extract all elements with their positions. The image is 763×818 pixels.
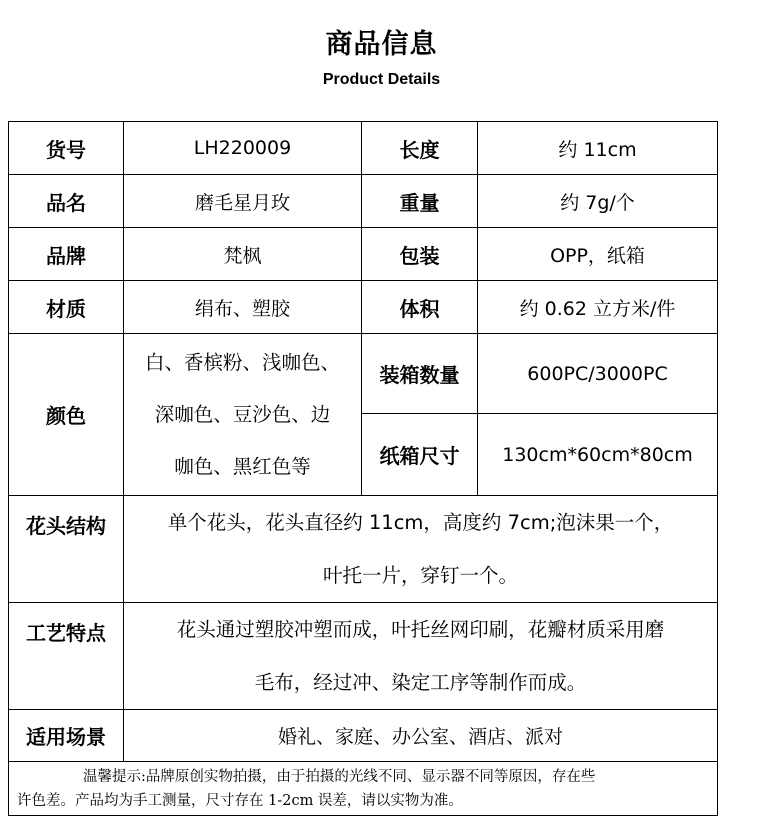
length-label: 长度 <box>362 122 478 175</box>
material-value: 绢布、塑胶 <box>124 281 362 334</box>
name-value: 磨毛星月玫 <box>124 175 362 228</box>
usage-label: 适用场景 <box>9 710 124 762</box>
brand-value: 梵枫 <box>124 228 362 281</box>
color-value <box>124 334 362 496</box>
packaging-label: 包装 <box>362 228 478 281</box>
craft-value <box>124 603 718 710</box>
disclaimer-line: 温馨提示:品牌原创实物拍摄，由于拍摄的光线不同、显示器不同等原因，存在些 <box>83 768 596 785</box>
disclaimer-note <box>9 762 718 816</box>
structure-line: 叶托一片，穿钉一个。 <box>322 564 518 587</box>
table-row <box>9 710 718 762</box>
brand-label: 品牌 <box>9 228 124 281</box>
table-row <box>9 762 718 816</box>
carton-qty-label: 装箱数量 <box>362 334 478 414</box>
volume-value: 约 0.62 立方米/件 <box>478 281 718 334</box>
color-label: 颜色 <box>9 334 124 496</box>
volume-label: 体积 <box>362 281 478 334</box>
length-value: 约 11cm <box>478 122 718 175</box>
usage-value: 婚礼、家庭、办公室、酒店、派对 <box>124 710 718 762</box>
item-no-label: 货号 <box>9 122 124 175</box>
table-row <box>9 122 718 175</box>
page-title: 商品信息 <box>325 29 438 60</box>
craft-line: 花头通过塑胶冲塑而成，叶托丝网印刷，花瓣材质采用磨 <box>176 618 665 641</box>
item-no-value: LH220009 <box>124 122 362 175</box>
structure-value <box>124 496 718 603</box>
disclaimer-line: 许色差。产品均为手工测量，尺寸存在 1-2cm 误差，请以实物为准。 <box>17 792 463 809</box>
packaging-value: OPP，纸箱 <box>478 228 718 281</box>
color-line: 深咖色、豆沙色、边 <box>154 402 331 426</box>
craft-label: 工艺特点 <box>9 603 124 710</box>
name-label: 品名 <box>9 175 124 228</box>
carton-qty-value: 600PC/3000PC <box>478 334 718 414</box>
structure-line: 单个花头，花头直径约 11cm，高度约 7cm;泡沫果一个， <box>167 511 674 534</box>
table-row <box>9 228 718 281</box>
page-subtitle: Product Details <box>322 71 441 88</box>
color-line: 咖色、黑红色等 <box>174 454 311 478</box>
table-row <box>9 175 718 228</box>
table-row <box>9 334 718 414</box>
table-row <box>9 603 718 710</box>
structure-label: 花头结构 <box>9 496 124 603</box>
carton-size-label: 纸箱尺寸 <box>362 414 478 496</box>
product-details-table <box>8 121 718 816</box>
craft-line: 毛布，经过冲、染定工序等制作而成。 <box>254 671 587 694</box>
weight-label: 重量 <box>362 175 478 228</box>
weight-value: 约 7g/个 <box>478 175 718 228</box>
table-row <box>9 281 718 334</box>
table-row <box>9 496 718 603</box>
color-line: 白、香槟粉、浅咖色、 <box>144 350 340 374</box>
material-label: 材质 <box>9 281 124 334</box>
carton-size-value: 130cm*60cm*80cm <box>478 414 718 496</box>
